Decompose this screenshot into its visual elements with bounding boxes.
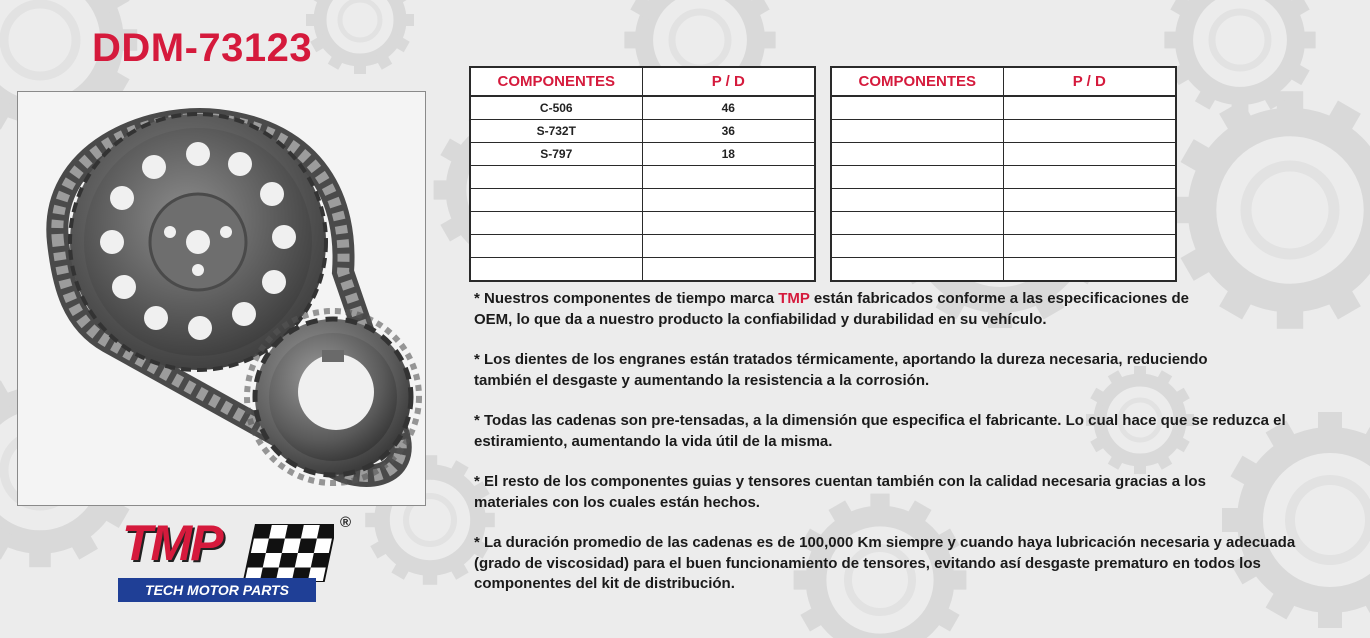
- components-table-right: [830, 66, 1177, 282]
- table-cell: [831, 189, 1003, 212]
- note-guides-tensioners: * El resto de los componentes guias y tensores cuentan también con la calidad necesaria gracias a los materiales con los cuales están hechos.: [474, 473, 1206, 511]
- timing-chain-kit-image: [18, 92, 425, 505]
- table-row: [470, 258, 815, 282]
- table-row: [831, 189, 1176, 212]
- table-cell: [1003, 143, 1176, 166]
- table-row: [831, 143, 1176, 166]
- table-cell: 36: [642, 120, 815, 143]
- logo-wordmark: TMP: [122, 515, 222, 571]
- table-cell: [831, 120, 1003, 143]
- table-cell: [470, 189, 642, 212]
- table-cell: [642, 258, 815, 282]
- table-row: [831, 166, 1176, 189]
- checkered-flag-icon: [242, 524, 334, 582]
- table-cell: [1003, 212, 1176, 235]
- table-row: [470, 189, 815, 212]
- table-cell: [831, 212, 1003, 235]
- table-cell: [1003, 120, 1176, 143]
- note-pretensioned: * Todas las cadenas son pre-tensadas, a la dimensión que especifica el fabricante. Lo cual hace que se reduzca el estiramiento, aumentando la vida útil de la misma.: [474, 412, 1286, 450]
- table-cell: [642, 235, 815, 258]
- table-cell: C-506: [470, 96, 642, 120]
- table-cell: [1003, 96, 1176, 120]
- table-header-componentes: COMPONENTES: [831, 67, 1003, 96]
- note-oem: [474, 289, 1214, 330]
- table-row: [470, 235, 815, 258]
- table-cell: [831, 143, 1003, 166]
- table-row: [470, 96, 815, 120]
- table-row: [831, 120, 1176, 143]
- product-image: [17, 91, 426, 506]
- table-cell: S-732T: [470, 120, 642, 143]
- product-code: DDM-73123: [92, 26, 313, 70]
- note-oem-text-a: * Nuestros componentes de tiempo marca: [474, 290, 779, 307]
- table-row: [470, 166, 815, 189]
- table-cell: [470, 235, 642, 258]
- table-cell: [470, 258, 642, 282]
- table-cell: [642, 189, 815, 212]
- table-cell: [831, 96, 1003, 120]
- table-cell: [642, 166, 815, 189]
- note-chain-duration: * La duración promedio de las cadenas es de 100,000 Km siempre y cuando haya lubricación necesaria y adecuada (grado de viscosidad) para el buen funcionamiento de tensores, evitando así desgaste prematuro en todos los componentes del kit de distribución.: [474, 534, 1296, 592]
- note-heat-treated: * Los dientes de los engranes están tratados térmicamente, aportando la dureza necesaria, reduciendo también el desgaste y aumentando la resistencia a la corrosión.: [474, 351, 1208, 389]
- table-row: [831, 258, 1176, 282]
- table-row: [470, 212, 815, 235]
- product-notes: [474, 289, 1364, 615]
- table-cell: [642, 212, 815, 235]
- table-row: [470, 143, 815, 166]
- table-cell: [831, 235, 1003, 258]
- logo-tagline: TECH MOTOR PARTS: [118, 578, 316, 602]
- table-cell: [470, 212, 642, 235]
- registered-mark: ®: [340, 514, 352, 531]
- table-row: [470, 120, 815, 143]
- table-cell: [1003, 235, 1176, 258]
- table-cell: [831, 166, 1003, 189]
- table-row: [831, 96, 1176, 120]
- table-cell: S-797: [470, 143, 642, 166]
- brand-name: TMP: [778, 290, 810, 307]
- table-header-pd: P / D: [642, 67, 815, 96]
- table-header-pd: P / D: [1003, 67, 1176, 96]
- table-cell: 46: [642, 96, 815, 120]
- table-row: [831, 212, 1176, 235]
- table-cell: [1003, 166, 1176, 189]
- tmp-logo: [118, 514, 358, 616]
- table-cell: [470, 166, 642, 189]
- table-cell: [1003, 258, 1176, 282]
- table-header-componentes: COMPONENTES: [470, 67, 642, 96]
- table-cell: [1003, 189, 1176, 212]
- components-table-left: [469, 66, 816, 282]
- note-oem-text-b: están fabricados conforme a las especificaciones de OEM, lo que da a nuestro producto la confiabilidad y durabilidad en su vehículo.: [474, 290, 1189, 328]
- table-row: [831, 235, 1176, 258]
- table-cell: 18: [642, 143, 815, 166]
- table-cell: [831, 258, 1003, 282]
